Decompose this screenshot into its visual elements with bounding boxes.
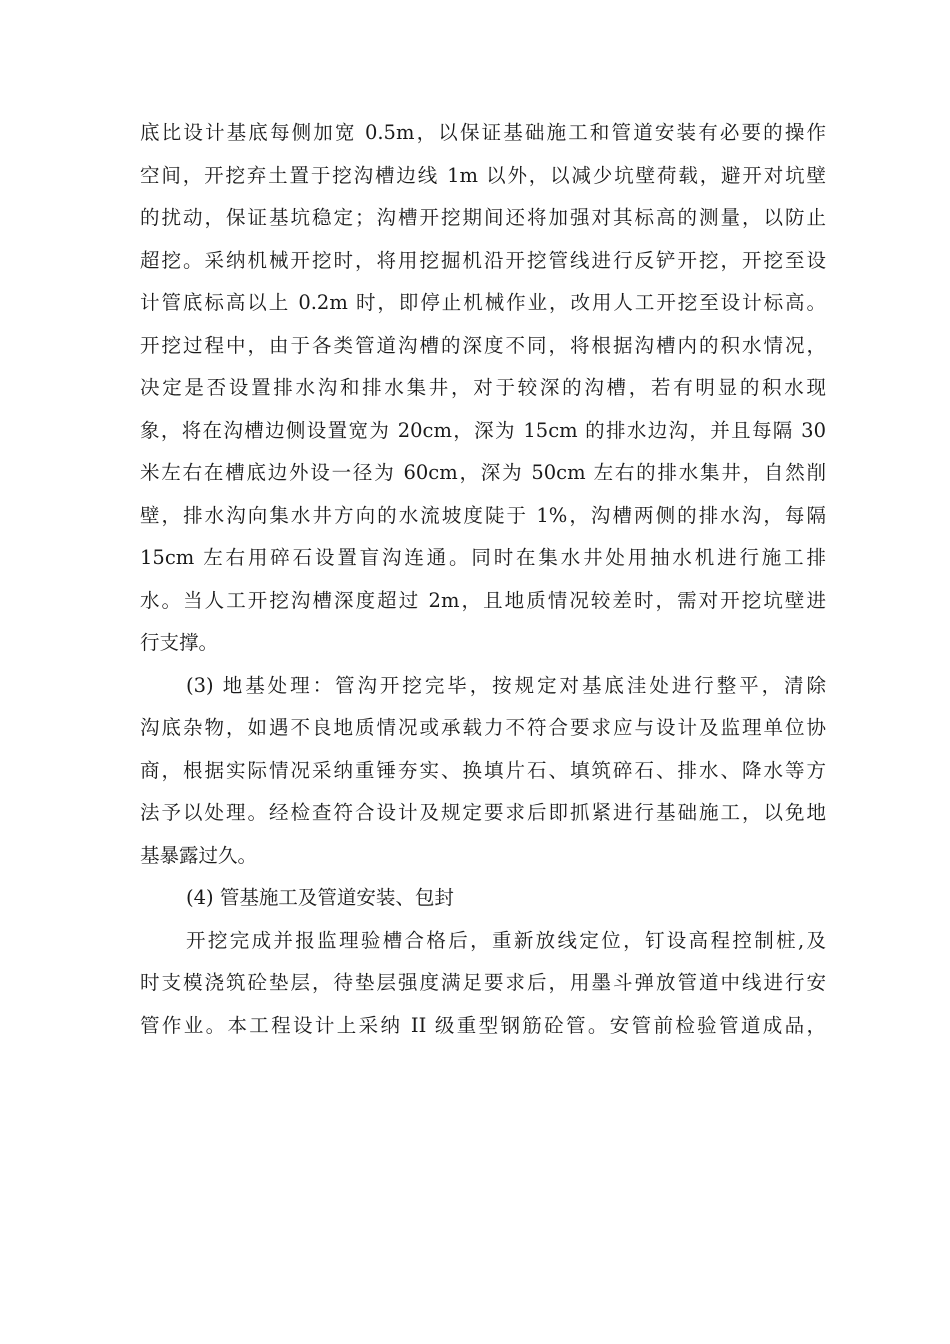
paragraph-2-line-5: 基暴露过久。 [140,843,258,867]
paragraph-1-line-7: 决定是否设置排水沟和排水集井，对于较深的沟槽，若有明显的积水现 [140,376,826,399]
paragraph-4-line-2: 时支模浇筑砼垫层，待垫层强度满足要求后，用墨斗弹放管道中线进行安 [140,971,826,994]
paragraph-1-line-3: 的扰动，保证基坑稳定；沟槽开挖期间还将加强对其标高的测量，以防止 [140,206,826,229]
paragraph-1-line-5: 计管底标高以上 0.2m 时，即停止机械作业，改用人工开挖至设计标高。 [140,291,826,314]
paragraph-1-line-9: 米左右在槽底边外设一径为 60cm，深为 50cm 左右的排水集井，自然削 [140,461,826,484]
section-heading-4: (4) 管基施工及管道安装、包封 [186,886,454,909]
paragraph-1-line-13: 行支撑。 [140,631,219,654]
paragraph-1-line-2: 空间，开挖弃土置于挖沟槽边线 1m 以外，以减少坑壁荷载，避开对坑壁 [140,163,826,187]
document-body-text [140,112,826,1047]
paragraph-2-line-1: (3) 地基处理：管沟开挖完毕，按规定对基底洼处进行整平，清除 [186,673,826,697]
paragraph-1-line-12: 水。当人工开挖沟槽深度超过 2m，且地质情况较差时，需对开挖坑壁进 [140,588,826,612]
paragraph-1-line-1: 底比设计基底每侧加宽 0.5m，以保证基础施工和管道安装有必要的操作 [140,121,826,144]
paragraph-4-line-1: 开挖完成并报监理验槽合格后，重新放线定位，钉设高程控制桩,及 [186,928,826,952]
paragraph-1-line-6: 开挖过程中，由于各类管道沟槽的深度不同，将根据沟槽内的积水情况， [140,333,826,357]
paragraph-1-line-8: 象，将在沟槽边侧设置宽为 20cm，深为 15cm 的排水边沟，并且每隔 30 [140,418,826,442]
paragraph-1-line-11: 15cm 左右用碎石设置盲沟连通。同时在集水井处用抽水机进行施工排 [140,546,826,569]
paragraph-4-line-3: 管作业。本工程设计上采纳 II 级重型钢筋砼管。安管前检验管道成品， [140,1013,826,1037]
paragraph-2-line-3: 商，根据实际情况采纳重锤夯实、换填片石、填筑碎石、排水、降水等方 [140,758,826,782]
paragraph-1-line-10: 壁，排水沟向集水井方向的水流坡度陡于 1%，沟槽两侧的排水沟，每隔 [140,503,826,527]
paragraph-1-line-4: 超挖。采纳机械开挖时，将用挖掘机沿开挖管线进行反铲开挖，开挖至设 [140,248,826,272]
paragraph-2-line-2: 沟底杂物，如遇不良地质情况或承载力不符合要求应与设计及监理单位协 [140,716,826,739]
paragraph-2-line-4: 法予以处理。经检查符合设计及规定要求后即抓紧进行基础施工，以免地 [140,801,826,824]
